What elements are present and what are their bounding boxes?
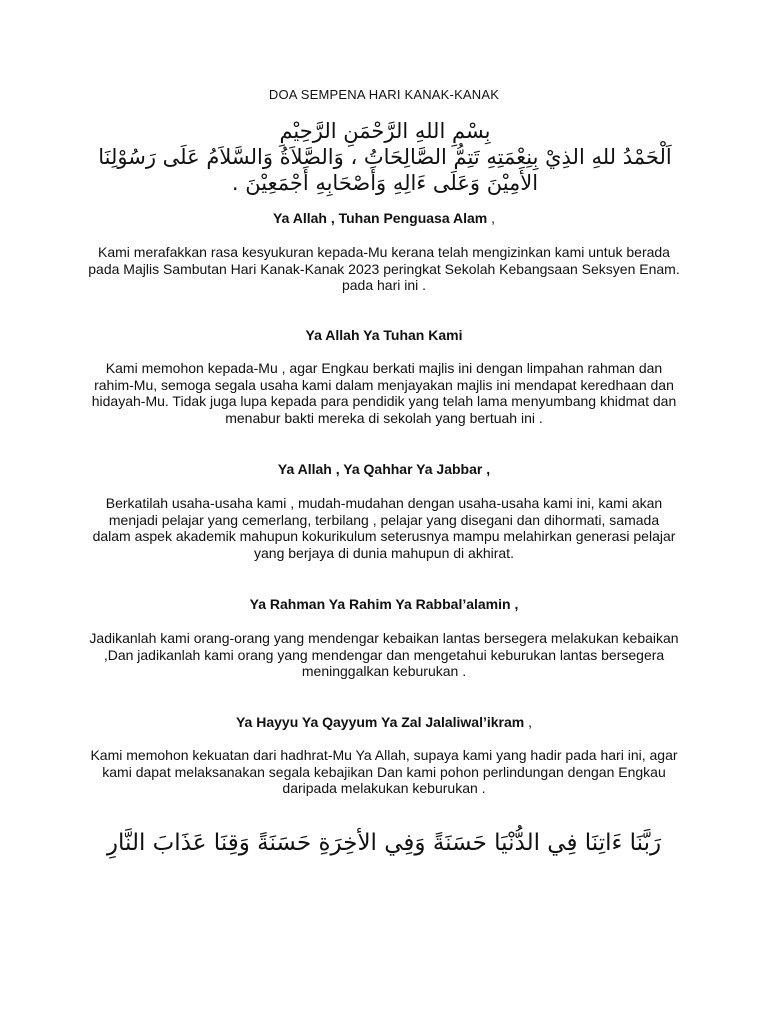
section-heading [60,210,708,227]
section-paragraph: Kami merafakkan rasa kesyukuran kepada-Mu kerana telah mengizinkan kami untuk berada pada Majlis Sambutan Hari Kanak-Kanak 2023 peringkat Sekolah Kebangsaan Seksyen Enam. pada hari ini . [88,244,680,293]
arabic-closing-prayer: رَبَّنَا ءَاتِنَا فِي الدُّنْيَا حَسَنَةً وَفِي الأخِرَةِ حَسَنَةً وَقِنَا عَذَابَ النَّارِ [106,830,662,856]
section-heading-text: Ya Allah Ya Tuhan Kami [305,327,463,343]
section-heading-text: Ya Hayyu Ya Qayyum Ya Zal Jalaliwal’ikram [235,714,525,730]
section-paragraph: Kami memohon kepada-Mu , agar Engkau berkati majlis ini dengan limpahan rahman dan rahim-Mu, semoga segala usaha kami dalam menjayakan majlis ini mendapat keredhaan dan hidayah-Mu. Tidak juga lupa kepada para pendidik yang telah lama menyumbang khidmat dan menabur bakti mereka di sekolah yang bertuah ini . [91,360,677,426]
section-heading [60,596,708,613]
section-heading-text: Ya Allah , Ya Qahhar Ya Jabbar , [277,461,491,477]
section-heading-text: Ya Rahman Ya Rahim Ya Rabbal’alamin , [249,596,519,612]
section-heading [60,461,708,478]
arabic-basmala: بِسْمِ اللهِ الرَّحْمَنِ الرَّحِيْمِ [279,119,491,143]
section-paragraph: Kami memohon kekuatan dari hadhrat-Mu Ya Allah, supaya kami yang hadir pada hari ini, agar kami dapat melaksanakan segala kebajikan Dan kami pohon perlindungan dengan Engkau daripada melakukan keburukan . [90,747,678,796]
section-heading-punctuation: , [487,210,495,226]
section-heading [60,327,708,344]
arabic-opening-prayer: اَلْحَمْدُ للهِ الذِيْ بِنِعْمَتِهِ تَتِمُّ الصَّالِحَاتُ ، وَالصَّلاَةُ وَالسَّلاَمُ عَلَى رَسُوْلِنَا الأَمِيْنَ وَعَلَى ءَالِهِ وَأَصْحَابِهِ أَجْمَعِيْنَ . [98,145,672,195]
document-title: DOA SEMPENA HARI KANAK-KANAK [268,87,500,102]
section-heading-punctuation: , [524,714,532,730]
section-heading [60,714,708,731]
section-paragraph: Berkatilah usaha-usaha kami , mudah-mudahan dengan usaha-usaha kami ini, kami akan menjadi pelajar yang cemerlang, terbilang , pelajar yang disegani dan dihormati, samada dalam aspek akademik mahupun kokurikulum seterusnya mampu melahirkan generasi pelajar yang berjaya di dunia mahupun di akhirat. [92,495,676,561]
section-paragraph: Jadikanlah kami orang-orang yang mendengar kebaikan lantas bersegera melakukan kebaikan ,Dan jadikanlah kami orang yang mendengar dan mengetahui keburukan lantas bersegera meninggalkan keburukan . [89,630,679,679]
section-heading-text: Ya Allah , Tuhan Penguasa Alam [273,210,488,226]
